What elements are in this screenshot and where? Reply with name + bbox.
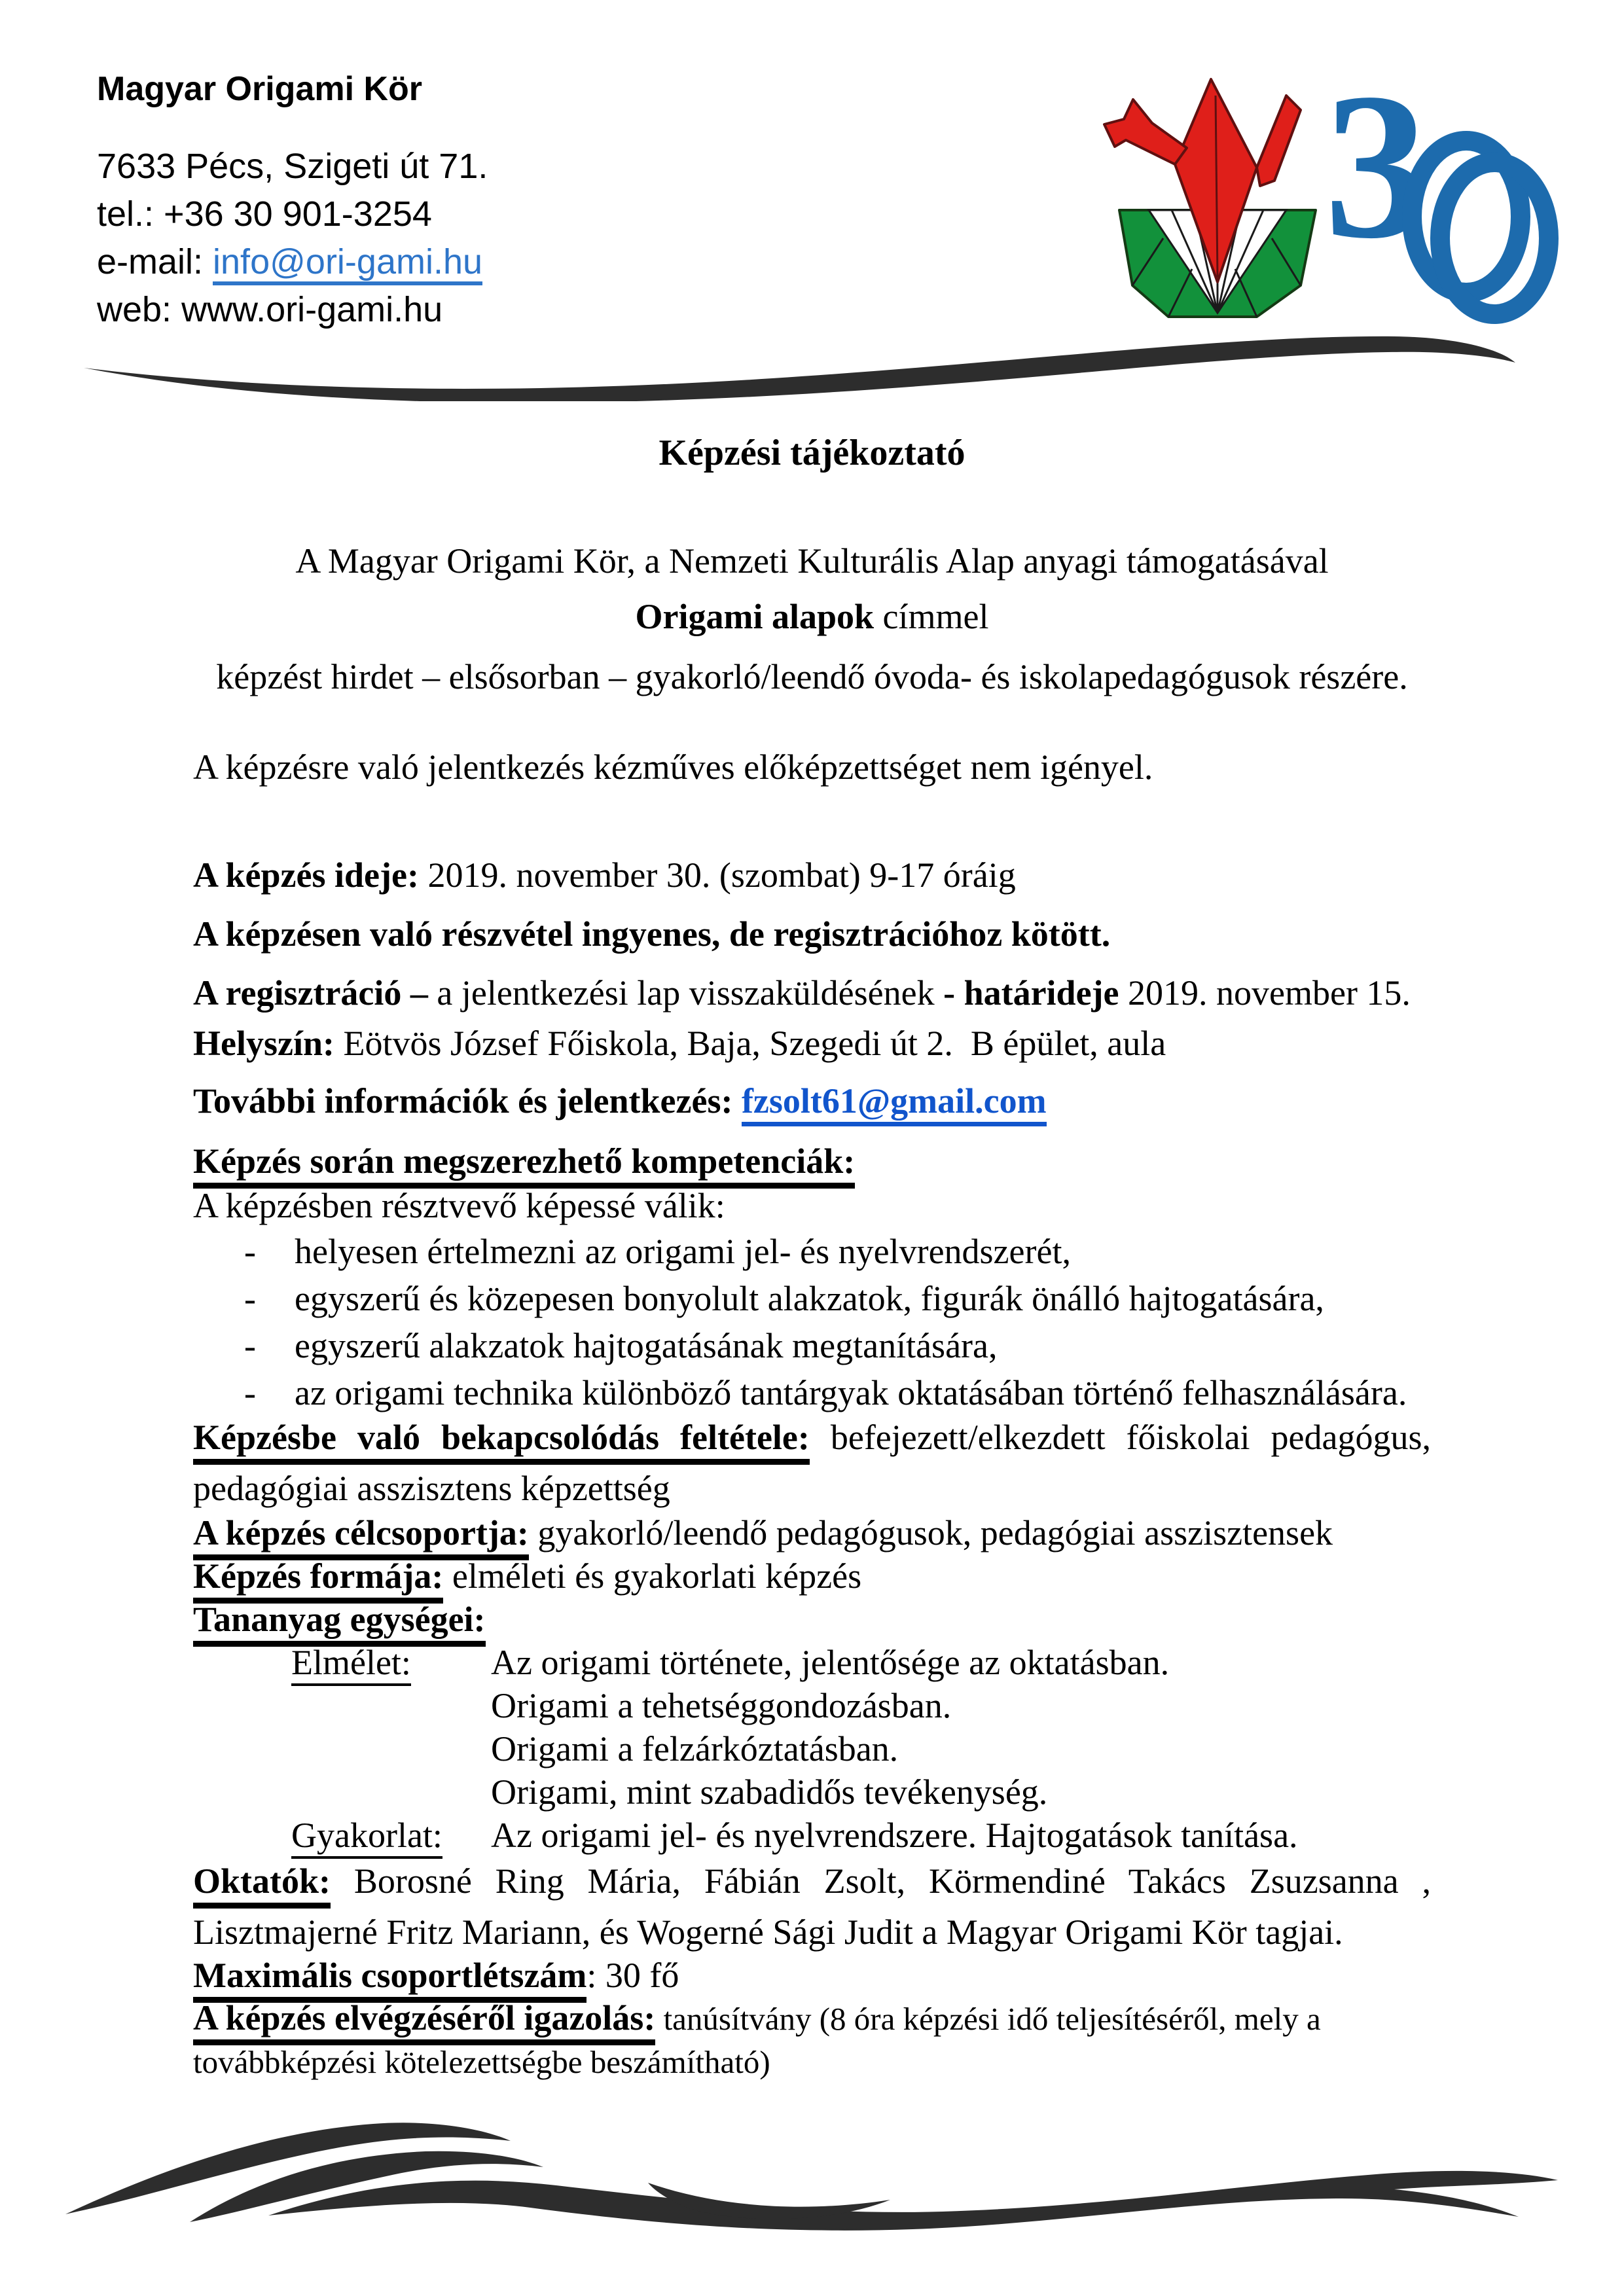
curriculum-heading <box>193 1598 1431 1641</box>
theory-item: Origami a tehetséggondozásban. <box>491 1686 952 1725</box>
more-info-label: További információk és jelentkezés: <box>193 1081 742 1121</box>
origami-30th-anniversary-logo <box>1064 69 1561 328</box>
theory-item: Origami, mint szabadidős tevékenység. <box>491 1772 1048 1812</box>
venue-value: Eötvös József Főiskola, Baja, Szegedi út 2. B épület, aula <box>334 1024 1166 1063</box>
bullet-dash: - <box>244 1326 256 1365</box>
empty-cell <box>291 1684 491 1727</box>
web-line: web: www.ori-gami.hu <box>97 290 443 329</box>
training-time-value: 2019. november 30. (szombat) 9-17 óráig <box>418 855 1016 895</box>
lead-line-1: A Magyar Origami Kör, a Nemzeti Kulturális Alap anyagi támogatásával <box>295 541 1329 581</box>
practice-item: Az origami jel- és nyelvrendszere. Hajtogatások tanítása. <box>491 1816 1298 1855</box>
lead-line-3: képzést hirdet – elsősorban – gyakorló/leendő óvoda- és iskolapedagógusok részére. <box>216 657 1408 696</box>
registration-label: A regisztráció – <box>193 973 428 1013</box>
instructors-text: Borosné Ring Mária, Fábián Zsolt, Körmendiné Takács Zsuzsanna , Lisztmajerné Fritz Mariann, és Wogerné Sági Judit a Magyar Origami Kör tagjai. <box>193 1861 1431 1952</box>
intro-paragraph: A képzésre való jelentkezés kézműves előképzettséget nem igényel. <box>193 747 1153 787</box>
certificate-label: A képzés elvégzéséről igazolás: <box>193 1998 655 2045</box>
bottom-decorative-swoosh <box>59 2117 1578 2232</box>
target-group-text: gyakorló/leendő pedagógusok, pedagógiai asszisztensek <box>528 1513 1333 1552</box>
training-form-text: elméleti és gyakorlati képzés <box>443 1556 862 1596</box>
list-item-text: az origami technika különböző tantárgyak oktatásában történő felhasználására. <box>295 1373 1407 1412</box>
logo-3-numeral: 3 <box>1324 69 1429 282</box>
instructors <box>193 1856 1431 1958</box>
practice-label-text: Gyakorlat: <box>291 1816 442 1859</box>
competencies-heading <box>193 1139 1431 1183</box>
max-group-size <box>193 1954 1431 1997</box>
max-group-size-label: Maximális csoportlétszám <box>193 1956 586 2003</box>
empty-cell <box>291 1770 491 1814</box>
training-time <box>193 853 1431 897</box>
joining-conditions <box>193 1412 1431 1514</box>
joining-conditions-text: befejezett/elkezdett főiskolai pedagógus, pedagógiai asszisztens képzettség <box>193 1418 1431 1508</box>
list-item-text: egyszerű alakzatok hajtogatásának megtanítására, <box>295 1326 998 1365</box>
email-link[interactable]: info@ori-gami.hu <box>213 242 482 285</box>
certificate <box>193 1997 1431 2083</box>
registration-deadline <box>193 971 1431 1014</box>
list-item <box>193 1369 1431 1416</box>
theory-item: Origami a felzárkóztatásban. <box>491 1729 899 1768</box>
competencies-lead: A képzésben résztvevő képessé válik: <box>193 1186 725 1225</box>
theory-label <box>291 1641 491 1684</box>
competencies-heading-text: Képzés során megszerezhető kompetenciák: <box>193 1141 855 1189</box>
joining-conditions-label: Képzésbe való bekapcsolódás feltétele: <box>193 1418 810 1465</box>
empty-cell <box>291 1727 491 1770</box>
email-line <box>97 238 488 286</box>
deadline-date: 2019. november 15. <box>1119 973 1411 1013</box>
instructors-label: Oktatók: <box>193 1861 331 1909</box>
bullet-dash: - <box>244 1373 256 1412</box>
bullet-dash: - <box>244 1232 256 1271</box>
deadline-label: - határideje <box>943 973 1119 1013</box>
address-line: 7633 Pécs, Szigeti út 71. <box>97 147 488 186</box>
list-item-text: egyszerű és közepesen bonyolult alakzatok, figurák önálló hajtogatására, <box>295 1279 1324 1318</box>
theory-label-text: Elmélet: <box>291 1643 411 1686</box>
curriculum-heading-text: Tananyag egységei: <box>193 1600 486 1647</box>
certificate-text: tanúsítvány (8 óra képzési idő teljesítéséről, mely a továbbképzési kötelezettségbe beszámítható) <box>193 2001 1321 2080</box>
curriculum-table <box>193 1641 1431 1857</box>
practice-label <box>291 1814 491 1857</box>
list-item-text: helyesen értelmezni az origami jel- és nyelvrendszerét, <box>295 1232 1071 1271</box>
more-info <box>193 1079 1431 1122</box>
list-item <box>193 1322 1431 1369</box>
curriculum-row <box>193 1814 1431 1857</box>
theory-item: Az origami története, jelentősége az oktatásban. <box>491 1643 1170 1682</box>
phone-line: tel.: +36 30 901-3254 <box>97 194 432 234</box>
curriculum-row <box>193 1641 1431 1684</box>
curriculum-row <box>193 1684 1431 1727</box>
contact-block <box>97 143 488 334</box>
venue <box>193 1022 1431 1065</box>
list-item <box>193 1228 1431 1275</box>
competencies-list <box>193 1228 1431 1416</box>
training-form <box>193 1554 1431 1598</box>
email-prefix: e-mail: <box>97 242 213 281</box>
lead-line-2 <box>193 595 1431 638</box>
course-title: Origami alapok <box>635 597 875 636</box>
org-name: Magyar Origami Kör <box>97 70 423 108</box>
bullet-dash: - <box>244 1279 256 1318</box>
max-group-size-value: : 30 fő <box>586 1956 679 1995</box>
curriculum-row <box>193 1770 1431 1814</box>
list-item <box>193 1275 1431 1322</box>
venue-label: Helyszín: <box>193 1024 334 1063</box>
free-participation-note: A képzésen való részvétel ingyenes, de regisztrációhoz kötött. <box>193 914 1111 954</box>
registration-text-1: a jelentkezési lap visszaküldésének <box>427 973 944 1013</box>
top-divider-swoosh <box>79 326 1545 401</box>
curriculum-row <box>193 1727 1431 1770</box>
training-form-label: Képzés formája: <box>193 1556 443 1604</box>
target-group <box>193 1511 1431 1554</box>
contact-email-link[interactable]: fzsolt61@gmail.com <box>742 1081 1047 1126</box>
training-time-label: A képzés ideje: <box>193 855 419 895</box>
course-title-rest: címmel <box>874 597 989 636</box>
page-title: Képzési tájékoztató <box>659 433 965 473</box>
target-group-label: A képzés célcsoportja: <box>193 1513 529 1560</box>
